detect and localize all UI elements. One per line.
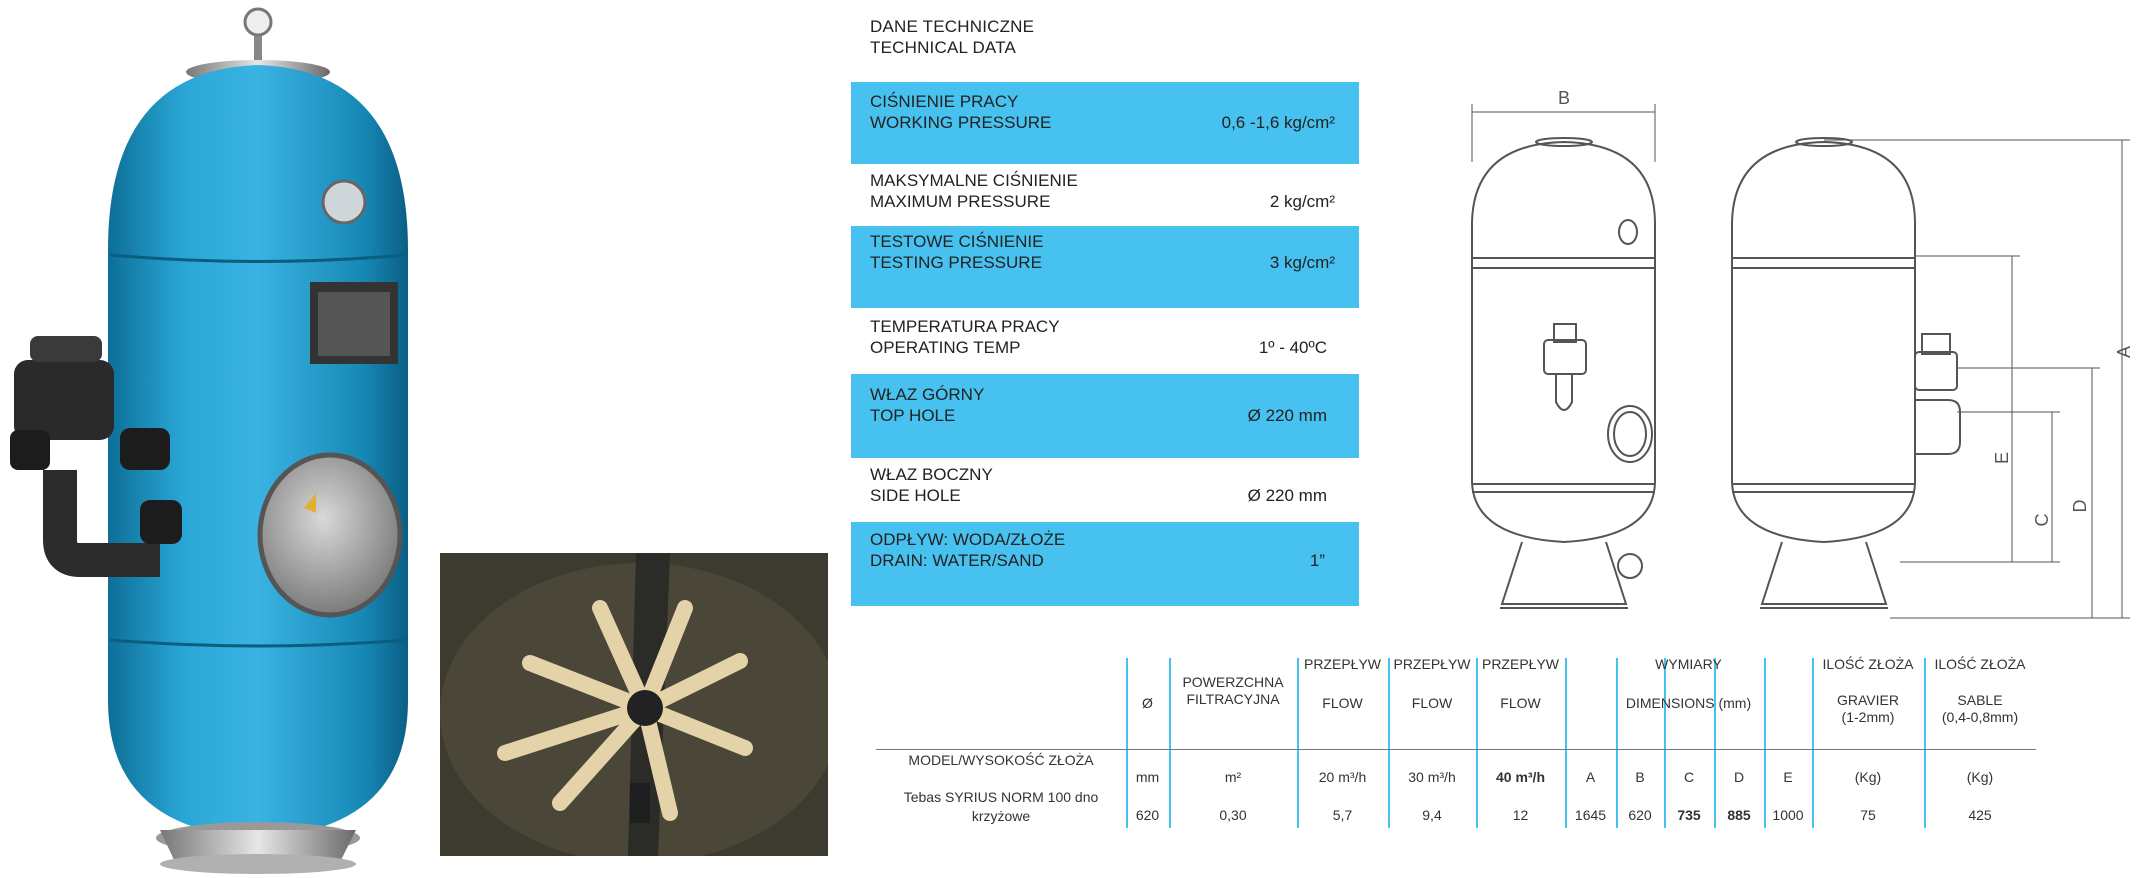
unit-flow-40: 40 m³/h <box>1495 769 1545 785</box>
filter-tank-illustration <box>0 0 420 878</box>
spec-label <box>870 316 1060 358</box>
spec-value: 0,6 -1,6 kg/cm² <box>1221 113 1335 132</box>
spec-label-en: TOP HOLE <box>870 406 956 425</box>
spec-label <box>870 464 993 506</box>
column-divider <box>1764 658 1766 828</box>
header-flow-30-pl: PRZEPŁYW <box>1393 656 1471 672</box>
column-divider <box>1812 658 1814 828</box>
row-model-line1: Tebas SYRIUS NORM 100 dno <box>903 789 1099 805</box>
header-sable <box>1924 692 2036 726</box>
dimensions-table <box>876 652 2036 836</box>
unit-gravier: (Kg) <box>1854 769 1882 785</box>
dim-label-e: E <box>1992 451 2012 465</box>
spec-row-top-hole <box>851 374 1359 458</box>
header-flow-20-pl: PRZEPŁYW <box>1303 656 1381 672</box>
cell-sable: 425 <box>1968 807 1992 823</box>
unit-dim-c: C <box>1683 769 1695 785</box>
column-divider <box>1664 658 1666 828</box>
spec-label-en: DRAIN: WATER/SAND <box>870 551 1044 570</box>
spec-row-working-pressure <box>851 82 1359 164</box>
header-sable-line2: (0,4-0,8mm) <box>1941 709 2019 725</box>
column-divider <box>1565 658 1567 828</box>
spec-row-testing-pressure <box>851 226 1359 308</box>
cell-diameter: 620 <box>1135 807 1160 823</box>
header-dimensions-en: DIMENSIONS (mm) <box>1625 695 1752 711</box>
spec-label <box>870 529 1065 571</box>
unit-dim-a: A <box>1585 769 1596 785</box>
dim-label-a: A <box>2114 345 2134 359</box>
cell-dim-d: 885 <box>1727 807 1751 823</box>
technical-data-heading <box>870 16 1034 58</box>
spec-label-pl: ODPŁYW: WODA/ZŁOŻE <box>870 530 1066 549</box>
side-view <box>1732 138 2130 618</box>
header-filtration-line2: FILTRACYJNA <box>1186 691 1280 707</box>
header-gravier-pl: ILOŚĆ ZŁOŻA <box>1822 656 1914 672</box>
column-divider <box>1476 658 1478 828</box>
header-filtration-area <box>1169 674 1297 708</box>
unit-dim-b: B <box>1635 769 1645 785</box>
dim-label-c: C <box>2032 513 2052 527</box>
header-gravier-line1: GRAVIER <box>1837 692 1899 708</box>
product-photo-laterals <box>440 553 828 856</box>
technical-data-title-pl: DANE TECHNICZNE <box>870 17 1035 36</box>
header-filtration-line1: POWERZCHNA <box>1182 674 1284 690</box>
row-model-line2: krzyżowe <box>971 808 1031 824</box>
cell-flow-30: 9,4 <box>1422 807 1442 823</box>
unit-dim-e: E <box>1783 769 1793 785</box>
dim-label-b: B <box>1557 88 1571 108</box>
header-gravier <box>1812 692 1924 726</box>
column-divider <box>1388 658 1390 828</box>
spec-value: 1º - 40ºC <box>1258 338 1327 357</box>
spec-row-side-hole <box>851 464 1359 520</box>
header-flow-20-en: FLOW <box>1322 695 1363 711</box>
spec-label-en: OPERATING TEMP <box>870 338 1021 357</box>
spec-label <box>870 231 1044 273</box>
unit-sable: (Kg) <box>1966 769 1994 785</box>
unit-area: m² <box>1224 769 1242 785</box>
cell-flow-20: 5,7 <box>1332 807 1353 823</box>
spec-label-en: SIDE HOLE <box>870 486 961 505</box>
column-divider <box>1616 658 1618 828</box>
spec-label-en: MAXIMUM PRESSURE <box>870 192 1051 211</box>
spec-value: 1” <box>1309 551 1325 570</box>
spec-value: Ø 220 mm <box>1247 406 1327 425</box>
spec-value: Ø 220 mm <box>1247 486 1327 505</box>
column-divider <box>1297 658 1299 828</box>
cell-dim-e: 1000 <box>1772 807 1804 823</box>
spec-label-en: WORKING PRESSURE <box>870 113 1052 132</box>
header-flow-40-en: FLOW <box>1500 695 1541 711</box>
header-flow-30-en: FLOW <box>1411 695 1453 711</box>
header-sable-pl: ILOŚĆ ZŁOŻA <box>1934 656 2026 672</box>
unit-flow-20: 20 m³/h <box>1318 769 1367 785</box>
spec-label-pl: TESTOWE CIŚNIENIE <box>870 232 1044 251</box>
row-model <box>876 788 1126 826</box>
spec-label <box>870 170 1078 212</box>
spec-label-pl: TEMPERATURA PRACY <box>870 317 1060 336</box>
header-model: MODEL/WYSOKOŚĆ ZŁOŻA <box>908 752 1094 768</box>
spec-label <box>870 384 984 426</box>
cell-gravier: 75 <box>1860 807 1876 823</box>
spec-value: 3 kg/cm² <box>1269 253 1335 272</box>
cell-dim-c: 735 <box>1677 807 1701 823</box>
column-divider <box>1924 658 1926 828</box>
spec-label-en: TESTING PRESSURE <box>870 253 1042 272</box>
spec-label <box>870 91 1051 133</box>
header-gravier-line2: (1-2mm) <box>1841 709 1895 725</box>
spec-row-maximum-pressure <box>851 170 1359 226</box>
unit-diameter: mm <box>1135 769 1160 785</box>
technical-drawing <box>1460 82 2144 628</box>
spec-label-pl: MAKSYMALNE CIŚNIENIE <box>870 171 1078 190</box>
header-sable-line1: SABLE <box>1957 692 2003 708</box>
header-divider <box>876 749 2036 750</box>
product-photo-filter <box>0 0 420 878</box>
spec-value: 2 kg/cm² <box>1269 192 1335 211</box>
laterals-illustration <box>440 553 828 856</box>
cell-dim-a: 1645 <box>1574 807 1607 823</box>
column-divider <box>1126 658 1128 828</box>
cell-area: 0,30 <box>1219 807 1247 823</box>
cell-dim-b: 620 <box>1628 807 1652 823</box>
spec-row-operating-temp <box>851 316 1359 372</box>
header-dimensions-pl: WYMIARY <box>1655 656 1722 672</box>
dim-label-d: D <box>2070 499 2090 513</box>
unit-dim-d: D <box>1733 769 1745 785</box>
spec-label-pl: WŁAZ GÓRNY <box>870 385 985 404</box>
column-divider <box>1714 658 1716 828</box>
unit-flow-30: 30 m³/h <box>1408 769 1456 785</box>
technical-data-title-en: TECHNICAL DATA <box>870 38 1017 57</box>
header-diameter: Ø <box>1142 695 1153 711</box>
front-view <box>1472 104 1655 608</box>
spec-row-drain <box>851 522 1359 606</box>
cell-flow-40: 12 <box>1512 807 1529 823</box>
spec-label-pl: CIŚNIENIE PRACY <box>870 92 1019 111</box>
spec-label-pl: WŁAZ BOCZNY <box>870 465 993 484</box>
dimension-drawing <box>1460 82 2144 628</box>
header-flow-40-pl: PRZEPŁYW <box>1481 656 1559 672</box>
